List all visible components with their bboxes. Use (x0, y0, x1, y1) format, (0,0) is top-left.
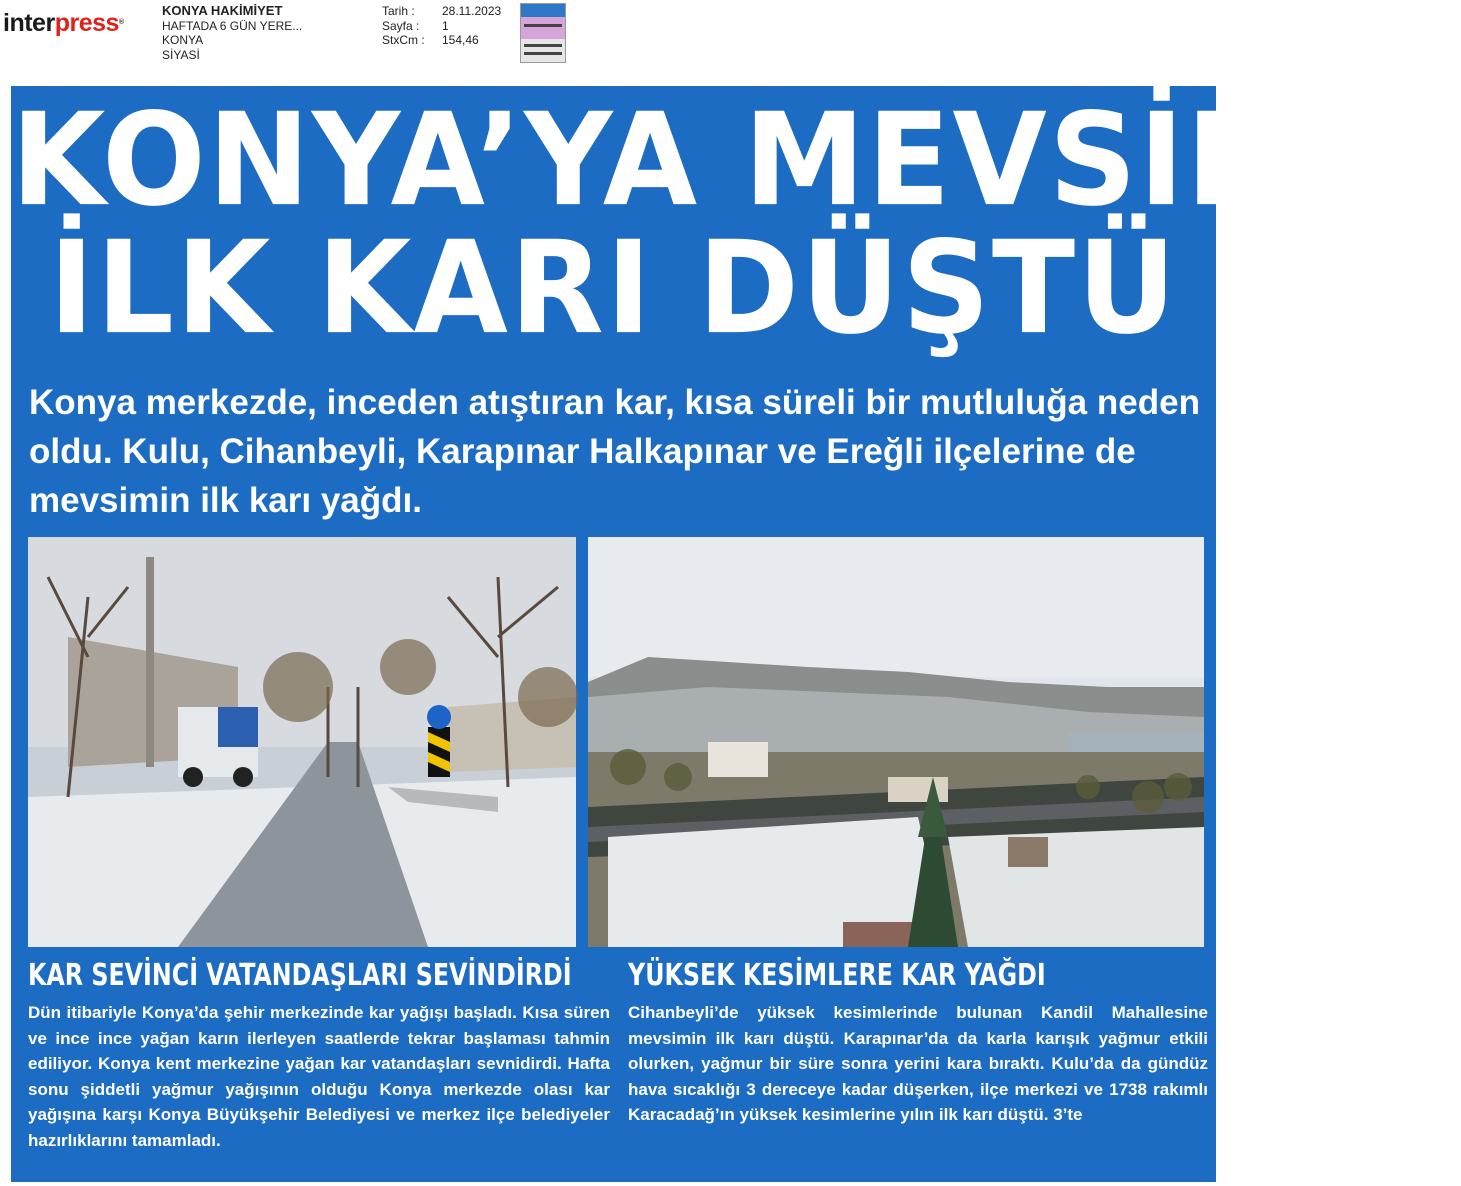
clipping-meta: Tarih : 28.11.2023 Sayfa : 1 StxCm : 154,46 (382, 4, 502, 47)
right-body-text: Cihanbeyli’de yüksek kesimlerinde bulunan Kandil Mahallesine mevsimin ilk karı düştü. Karapınar’da da karla karışık yağmur etkili olurken, yağmur bir süre sonra yerini kara bıraktı. Kulu’da da gündüz hava sıcaklığı 3 dereceye kadar düşerken, ilçe merkezi ve 1738 rakımlı Karacadağ’ın yüksek kesimlerine yılın ilk karı düştü. 3’te (628, 1003, 1208, 1124)
headline-line-1: KONYA’YA MEVSİMİN (11, 85, 1461, 235)
article-panel (11, 85, 1461, 1182)
page-value: 1 (442, 18, 449, 33)
snowy-street-photo (28, 537, 576, 947)
left-body-text: Dün itibariyle Konya’da şehir merkezinde kar yağışı başladı. Kısa süren ve ince ince yağan karın ilerleyen saatlerde tekrar başlaması tahmin ediliyor. Konya kent merkezine yağan kar vatandaşları sevnidirdi. Hafta sonu şiddetli yağmur yağışının olduğu Konya merkezde olası kar yağışına karşı Konya Büyükşehir Belediyesi ve merkez ilçe belediyeler hazırlıklarını tamamladı. (28, 1003, 610, 1150)
publication-name: KONYA HAKİMİYET (162, 3, 283, 18)
publication-frequency: HAFTADA 6 GÜN YERE... (162, 18, 303, 33)
clipping-header (0, 0, 1221, 80)
publication-info (162, 4, 302, 62)
publication-city: KONYA (162, 33, 204, 47)
page-thumbnail (520, 3, 566, 63)
size-value: 154,46 (442, 33, 479, 47)
publication-category: SİYASİ (162, 47, 200, 62)
interpress-logo: interpress® (3, 9, 124, 37)
snowy-landscape-photo (588, 537, 1204, 947)
date-value: 28.11.2023 (442, 4, 502, 18)
headline-line-2: İLK KARI DÜŞTÜ (48, 213, 1179, 363)
right-subheadline: YÜKSEK KESİMLERE KAR YAĞDI (628, 958, 1046, 993)
left-subheadline: KAR SEVİNCİ VATANDAŞLARI SEVİNDİRDİ (28, 958, 572, 993)
lead-paragraph: Konya merkezde, inceden atıştıran kar, kısa süreli bir mutluluğa neden oldu. Kulu, Cihanbeyli, Karapınar Halkapınar ve Ereğli ilçelerine de mevsimin ilk karı yağdı. (29, 383, 1200, 520)
